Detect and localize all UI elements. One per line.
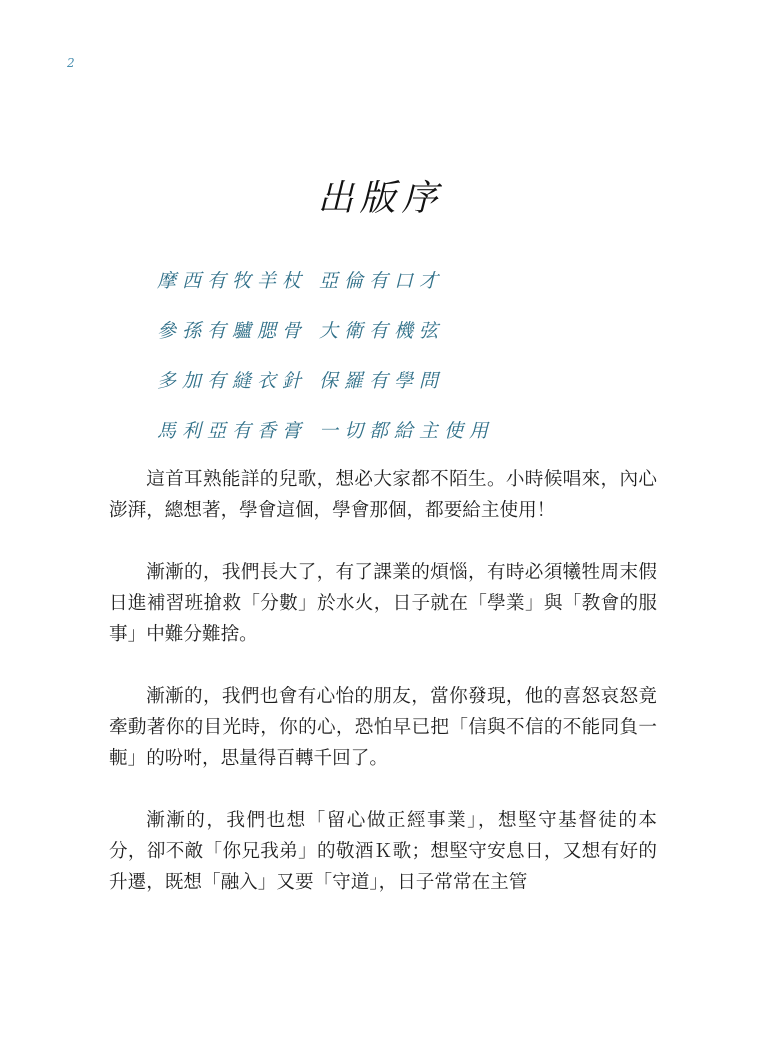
paragraph: 漸漸的，我們長大了，有了課業的煩惱，有時必須犧牲周末假日進補習班搶救「分數」於水火，日子就在「學業」與「教會的服事」中難分難捨。: [109, 562, 657, 645]
paragraph: 漸漸的，我們也會有心怡的朋友，當你發現，他的喜怒哀怒竟牽動著你的目光時，你的心，恐怕早已把「信與不信的不能同負一軛」的吩咐，思量得百轉千回了。: [109, 686, 657, 769]
verse-line: [157, 254, 617, 304]
verse-line-right: 亞倫有口才: [319, 269, 445, 292]
verse-line-left: 馬利亞有香膏: [157, 419, 308, 442]
body-text: [109, 464, 657, 898]
hymn-verse: [157, 254, 617, 454]
verse-line: [157, 404, 617, 454]
verse-line-right: 一切都給主使用: [319, 419, 495, 442]
verse-line-left: 多加有縫衣針: [157, 369, 308, 392]
verse-line: [157, 354, 617, 404]
verse-line-left: 摩西有牧羊杖: [157, 269, 308, 292]
paragraph: 漸漸的，我們也想「留心做正經事業」，想堅守基督徒的本分，卻不敵「你兄我弟」的敬酒Ｋ歌；想堅守安息日，又想有好的升遷，既想「融入」又要「守道」，日子常常在主管: [109, 810, 657, 893]
verse-line-right: 大衛有機弦: [319, 319, 445, 342]
page-number: 2: [67, 56, 75, 70]
paragraph: 這首耳熟能詳的兒歌，想必大家都不陌生。小時候唱來，內心澎湃，總想著，學會這個，學會那個，都要給主使用！: [109, 469, 657, 521]
page-title: 出版序: [317, 178, 444, 220]
verse-line-right: 保羅有學問: [319, 369, 445, 392]
verse-line-left: 參孫有驢腮骨: [157, 319, 308, 342]
verse-line: [157, 304, 617, 354]
